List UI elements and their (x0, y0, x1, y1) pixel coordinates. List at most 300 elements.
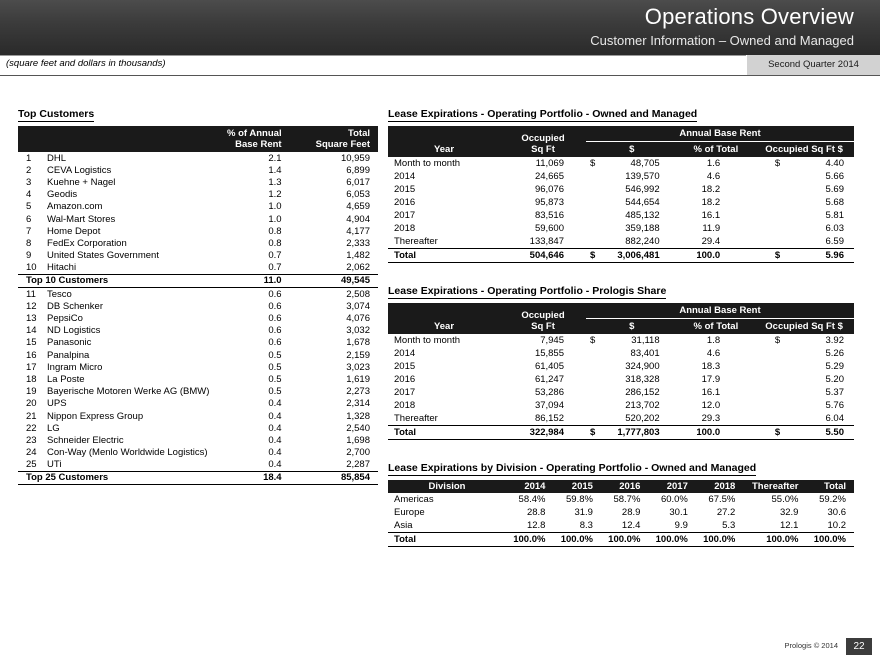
customer-pct-base-rent: 1.4 (268, 164, 282, 176)
col-year-2015: 2015 (553, 480, 600, 493)
table-row (18, 189, 378, 201)
table-row (388, 235, 854, 249)
table-row (18, 237, 378, 249)
lease-dollar-sign (586, 222, 598, 235)
lease-pct-of-total: 12.0 (701, 400, 721, 411)
division-value: 100.0% (696, 533, 743, 547)
customer-rank: 18 (26, 373, 37, 385)
customer-name: La Poste (47, 373, 85, 385)
lease-occupied-sqft: 15,855 (534, 348, 564, 359)
customer-name: DB Schenker (47, 300, 103, 312)
table-row (18, 349, 378, 361)
lease-persqft-dollar-sign (754, 183, 780, 196)
lease-prologis-title: Lease Expirations - Operating Portfolio - Prologis Share (388, 285, 667, 297)
lease-persqft-dollar-sign (754, 209, 780, 222)
lease-year: 2018 (394, 223, 416, 234)
lease-annual-base-rent: 520,202 (625, 413, 660, 424)
customer-pct-base-rent: 2.1 (268, 152, 282, 164)
lease-dollar-sign: $ (590, 158, 596, 169)
col-year-2016: 2016 (601, 480, 648, 493)
lease-annual-base-rent: 213,702 (625, 400, 660, 411)
lease-persqft-dollar-sign: $ (754, 249, 780, 263)
lease-persqft-dollar-sign (754, 373, 780, 386)
col-occupied-sqft (500, 126, 586, 157)
lease-expirations-prologis-panel (388, 281, 862, 440)
units-note: (square feet and dollars in thousands) (6, 58, 166, 69)
customer-rank: 13 (26, 313, 37, 325)
col-year-2018: 2018 (696, 480, 743, 493)
customer-square-feet: 6,017 (346, 176, 370, 188)
lease-occupied-sqft: 133,847 (529, 236, 564, 247)
customer-rank: 19 (26, 386, 37, 398)
table-row (388, 519, 854, 533)
customer-rank: 21 (26, 410, 37, 422)
customer-rank: 4 (26, 189, 32, 201)
lease-owned-title: Lease Expirations - Operating Portfolio - Owned and Managed (388, 108, 698, 120)
table-row (18, 459, 378, 472)
table-row (18, 213, 378, 225)
customer-rank: 24 (26, 447, 37, 459)
table-row (18, 398, 378, 410)
lease-year: 2018 (394, 400, 416, 411)
lease-occupied-sqft: 59,600 (534, 223, 564, 234)
lease-year: Month to month (394, 335, 461, 346)
division-value: 55.0% (771, 494, 799, 505)
customer-rank: 11 (26, 288, 36, 300)
customer-pct-base-rent: 0.4 (268, 434, 282, 446)
division-value: 9.9 (674, 520, 688, 531)
lease-persqft-dollar-sign: $ (754, 426, 780, 440)
customer-square-feet: 2,273 (346, 386, 370, 398)
customer-pct-base-rent: 0.4 (268, 447, 282, 459)
division-value: 100.0% (743, 533, 806, 547)
table-row (18, 164, 378, 176)
lease-persqft-dollar-sign: $ (774, 158, 781, 169)
division-value: 12.4 (621, 520, 641, 531)
lease-annual-base-rent: 139,570 (625, 171, 660, 182)
lease-dollar-sign (586, 412, 598, 426)
top-customers-title: Top Customers (18, 108, 95, 120)
lease-occupied-sqft-dollars: 5.50 (780, 426, 854, 440)
customer-rank: 2 (26, 164, 32, 176)
lease-occupied-sqft: 11,069 (535, 158, 564, 169)
table-header-row-top (388, 126, 854, 142)
table-row (388, 196, 854, 209)
col-sqft-line1: Total (348, 128, 370, 139)
lease-year: 2015 (394, 184, 416, 195)
table-row (18, 386, 378, 398)
lease-persqft-dollar-sign (754, 347, 780, 360)
customer-name: UPS (47, 398, 67, 410)
lease-year: 2015 (394, 361, 416, 372)
lease-occupied-sqft-dollars: 4.40 (825, 158, 844, 169)
lease-annual-base-rent: 83,401 (630, 348, 660, 359)
lease-occupied-sqft: 83,516 (534, 210, 564, 221)
customer-name: ND Logistics (47, 325, 101, 337)
lease-pct-of-total: 18.3 (701, 361, 721, 372)
lease-dollar-sign (586, 209, 598, 222)
table-row (18, 300, 378, 312)
lease-annual-base-rent: 882,240 (625, 236, 660, 247)
lease-dollar-sign (586, 170, 598, 183)
customer-name: CEVA Logistics (47, 164, 112, 176)
customer-rank: 1 (26, 152, 32, 164)
table-total-row (388, 249, 854, 263)
col-pct-annual-base-rent (213, 126, 297, 152)
table-row (18, 337, 378, 349)
customer-name: Bayerische Motoren Werke AG (BMW) (47, 386, 210, 398)
table-row (388, 373, 854, 386)
lease-prologis-table (388, 303, 854, 440)
summary-square-feet: 85,854 (298, 471, 378, 484)
lease-annual-base-rent: 286,152 (625, 387, 660, 398)
customer-name: Hitachi (47, 262, 77, 274)
lease-persqft-dollar-sign (754, 222, 780, 235)
customer-name: Amazon.com (47, 201, 103, 213)
customer-name: UTi (47, 459, 62, 471)
page-subtitle: Customer Information – Owned and Managed (590, 33, 854, 48)
lease-division-title: Lease Expirations by Division - Operating Portfolio - Owned and Managed (388, 462, 757, 474)
table-row (18, 312, 378, 324)
table-row (18, 288, 378, 301)
lease-annual-base-rent: 324,900 (625, 361, 660, 372)
table-summary-row (18, 471, 378, 484)
lease-persqft-dollar-sign (754, 170, 780, 183)
lease-year: Thereafter (394, 236, 438, 247)
division-value: 30.1 (669, 507, 688, 518)
table-row (18, 152, 378, 164)
lease-occupied-sqft: 7,945 (540, 335, 564, 346)
customer-name: Nippon Express Group (47, 410, 144, 422)
division-value: 12.1 (779, 520, 799, 531)
lease-expirations-owned-panel (388, 104, 862, 263)
table-header-row (388, 480, 854, 493)
customer-square-feet: 10,959 (340, 152, 370, 164)
division-value: 32.9 (779, 507, 799, 518)
top-customers-panel (18, 104, 378, 485)
lease-pct-of-total: 29.3 (701, 413, 721, 424)
col-sqft-line2: Square Feet (315, 139, 370, 150)
customer-name: PepsiCo (47, 313, 83, 325)
col-pct-line1: % of Annual (227, 128, 282, 139)
customer-square-feet: 3,074 (346, 300, 370, 312)
lease-dollar-sign (586, 196, 598, 209)
lease-occupied-sqft-dollars: 3.92 (825, 335, 844, 346)
col-annual-base-rent-group: Annual Base Rent (586, 126, 854, 142)
lease-pct-of-total: 1.6 (706, 158, 721, 169)
customer-name: Tesco (47, 288, 72, 300)
lease-pct-of-total: 11.9 (702, 223, 721, 234)
lease-pct-of-total: 100.0 (678, 249, 755, 263)
customer-pct-base-rent: 0.7 (268, 262, 282, 274)
division-value: 59.8% (566, 494, 593, 505)
table-row (388, 493, 854, 506)
division-value: 67.5% (708, 494, 736, 505)
lease-occupied-sqft-dollars: 5.68 (825, 197, 844, 208)
table-row (388, 412, 854, 426)
lease-occupied-sqft-dollars: 6.04 (825, 413, 844, 424)
lease-pct-of-total: 18.2 (701, 197, 721, 208)
lease-dollar-sign (586, 235, 598, 249)
lease-dollar-sign (586, 399, 598, 412)
lease-occupied-sqft-dollars: 5.66 (825, 171, 844, 182)
division-value: 27.2 (716, 507, 736, 518)
customer-rank: 7 (26, 225, 32, 237)
lease-persqft-dollar-sign (754, 412, 780, 426)
lease-occupied-sqft: 96,076 (534, 184, 564, 195)
lease-owned-table (388, 126, 854, 263)
customer-name: Kuehne + Nagel (47, 176, 116, 188)
lease-dollar-sign (586, 183, 598, 196)
col-occupied-line2: Sq Ft (531, 321, 555, 332)
division-value: 100.0% (601, 533, 648, 547)
customer-square-feet: 2,540 (346, 422, 370, 434)
division-value: 8.3 (579, 520, 593, 531)
lease-occupied-sqft-dollars: 5.29 (825, 361, 844, 372)
division-value: 5.3 (722, 520, 736, 531)
lease-occupied-sqft: 53,286 (534, 387, 564, 398)
lease-pct-of-total: 4.6 (706, 348, 721, 359)
table-row (388, 399, 854, 412)
division-value: 100.0% (806, 533, 854, 547)
lease-occupied-sqft: 61,247 (534, 374, 564, 385)
customer-pct-base-rent: 0.5 (268, 361, 282, 373)
lease-dollar-sign (586, 373, 598, 386)
customer-pct-base-rent: 0.4 (268, 410, 282, 422)
lease-year: 2016 (394, 197, 416, 208)
table-row (18, 447, 378, 459)
summary-pct-base-rent: 11.0 (213, 274, 297, 287)
division-value: 100.0% (648, 533, 695, 547)
col-pct-of-total: % of Total (678, 319, 755, 335)
lease-annual-base-rent: 318,328 (625, 374, 660, 385)
customer-pct-base-rent: 1.0 (268, 213, 282, 225)
lease-occupied-sqft-dollars: 5.69 (825, 184, 844, 195)
lease-persqft-dollar-sign: $ (774, 335, 781, 346)
table-row (18, 176, 378, 188)
table-row (18, 201, 378, 213)
division-name: Europe (394, 507, 425, 518)
customer-square-feet: 1,678 (346, 337, 370, 349)
col-occupied-line1: Occupied (521, 133, 565, 144)
lease-occupied-sqft: 322,984 (500, 426, 586, 440)
lease-occupied-sqft-dollars: 5.96 (780, 249, 854, 263)
division-name: Asia (394, 520, 413, 531)
table-header-row (18, 126, 378, 152)
lease-pct-of-total: 17.9 (701, 374, 721, 385)
table-row (18, 250, 378, 262)
customer-name: United States Government (47, 250, 159, 262)
lease-year: 2016 (394, 374, 416, 385)
lease-persqft-dollar-sign (754, 235, 780, 249)
table-row (18, 422, 378, 434)
customer-square-feet: 1,698 (346, 434, 370, 446)
col-total-square-feet (298, 126, 378, 152)
lease-persqft-dollar-sign (754, 360, 780, 373)
customer-rank: 23 (26, 434, 37, 446)
division-value: 58.4% (518, 494, 546, 505)
col-pct-line2: Base Rent (235, 139, 282, 150)
division-value: 28.9 (621, 507, 641, 518)
division-value: 59.2% (819, 494, 846, 505)
lease-dollar-sign (586, 386, 598, 399)
lease-occupied-sqft: 95,873 (534, 197, 564, 208)
table-header-row-top (388, 303, 854, 319)
customer-pct-base-rent: 1.2 (268, 189, 282, 201)
table-row (388, 222, 854, 235)
lease-annual-base-rent: 48,705 (630, 158, 660, 169)
customer-pct-base-rent: 0.6 (268, 313, 282, 325)
division-value: 30.6 (827, 507, 846, 518)
lease-occupied-sqft-dollars: 5.20 (825, 374, 844, 385)
customer-rank: 22 (26, 422, 37, 434)
table-row (18, 325, 378, 337)
customer-rank: 8 (26, 237, 32, 249)
col-occupied-line1: Occupied (521, 310, 565, 321)
customer-square-feet: 4,076 (346, 313, 370, 325)
customer-pct-base-rent: 0.6 (268, 337, 282, 349)
page-number: 22 (846, 638, 872, 655)
division-value: 12.8 (526, 520, 546, 531)
top-customers-table (18, 126, 378, 485)
page-title: Operations Overview (644, 4, 854, 29)
lease-dollar-sign (586, 347, 598, 360)
note-divider (0, 75, 880, 76)
table-row (388, 157, 854, 170)
col-year: Year (388, 303, 500, 334)
customer-name: Ingram Micro (47, 361, 103, 373)
customer-rank: 20 (26, 398, 37, 410)
lease-occupied-sqft: 24,665 (534, 171, 564, 182)
customer-pct-base-rent: 0.5 (268, 373, 282, 385)
table-row (18, 262, 378, 275)
customer-square-feet: 1,619 (346, 373, 370, 385)
division-value: 31.9 (574, 507, 593, 518)
customer-rank: 6 (26, 213, 32, 225)
summary-label: Top 25 Customers (18, 471, 213, 484)
col-year-Total: Total (806, 480, 854, 493)
col-year-2014: 2014 (506, 480, 553, 493)
lease-pct-of-total: 100.0 (678, 426, 755, 440)
customer-rank: 10 (26, 262, 37, 274)
customer-square-feet: 2,700 (346, 447, 370, 459)
customer-square-feet: 1,482 (346, 250, 370, 262)
table-row (388, 347, 854, 360)
col-occupied-sqft-dollars: Occupied Sq Ft $ (754, 142, 854, 158)
table-summary-row (18, 274, 378, 287)
customer-pct-base-rent: 0.4 (268, 398, 282, 410)
customer-pct-base-rent: 0.8 (268, 237, 282, 249)
customer-name: Home Depot (47, 225, 101, 237)
division-value: 58.7% (613, 494, 641, 505)
col-base-rent-dollars: $ (586, 319, 678, 335)
table-row (18, 434, 378, 446)
lease-year: Thereafter (394, 413, 438, 424)
customer-square-feet: 2,314 (346, 398, 370, 410)
customer-rank: 12 (26, 300, 37, 312)
customer-pct-base-rent: 0.5 (268, 386, 282, 398)
customer-rank: 25 (26, 459, 37, 471)
division-value: 100.0% (553, 533, 600, 547)
customer-name: Schneider Electric (47, 434, 124, 446)
customer-name: Geodis (47, 189, 78, 201)
table-total-row (388, 533, 854, 547)
lease-occupied-sqft: 37,094 (534, 400, 564, 411)
lease-occupied-sqft-dollars: 5.26 (825, 348, 844, 359)
lease-pct-of-total: 16.1 (701, 387, 721, 398)
customer-rank: 3 (26, 176, 32, 188)
lease-year: 2017 (394, 387, 416, 398)
lease-occupied-sqft-dollars: 5.76 (825, 400, 844, 411)
summary-pct-base-rent: 18.4 (213, 471, 297, 484)
customer-name: FedEx Corporation (47, 237, 127, 249)
lease-annual-base-rent: 31,118 (631, 335, 660, 346)
customer-square-feet: 4,177 (346, 225, 370, 237)
customer-rank: 5 (26, 201, 32, 213)
customer-pct-base-rent: 0.4 (268, 459, 282, 471)
col-year-Thereafter: Thereafter (743, 480, 806, 493)
lease-dollar-sign: $ (586, 426, 598, 440)
customer-name: DHL (47, 152, 67, 164)
table-total-row (388, 426, 854, 440)
lease-occupied-sqft-dollars: 5.81 (825, 210, 844, 221)
customer-pct-base-rent: 0.5 (268, 349, 282, 361)
footer-copyright: Prologis © 2014 (784, 641, 838, 650)
summary-square-feet: 49,545 (298, 274, 378, 287)
lease-pct-of-total: 16.1 (701, 210, 721, 221)
lease-year: 2017 (394, 210, 416, 221)
table-row (388, 170, 854, 183)
col-division: Division (388, 480, 506, 493)
lease-pct-of-total: 4.6 (706, 171, 721, 182)
customer-pct-base-rent: 0.6 (268, 288, 282, 300)
customer-square-feet: 3,023 (346, 361, 370, 373)
col-occupied-line2: Sq Ft (531, 144, 555, 155)
lease-year: Total (388, 426, 500, 440)
customer-square-feet: 4,659 (346, 201, 370, 213)
customer-rank: 15 (26, 337, 37, 349)
customer-pct-base-rent: 0.6 (268, 300, 282, 312)
lease-year: 2014 (394, 348, 416, 359)
customer-rank: 14 (26, 325, 37, 337)
customer-name: LG (47, 422, 60, 434)
lease-expirations-division-panel (388, 458, 862, 547)
col-occupied-sqft (500, 303, 586, 334)
lease-dollar-sign: $ (586, 249, 598, 263)
table-row (388, 334, 854, 347)
customer-name: Con-Way (Menlo Worldwide Logistics) (47, 447, 208, 459)
customer-square-feet: 2,508 (346, 288, 370, 300)
customer-square-feet: 2,287 (346, 459, 370, 471)
table-row (388, 360, 854, 373)
lease-year: Total (388, 249, 500, 263)
lease-occupied-sqft-dollars: 6.59 (825, 236, 844, 247)
customer-name: Wal-Mart Stores (47, 213, 116, 225)
customer-square-feet: 6,053 (346, 189, 370, 201)
lease-pct-of-total: 1.8 (706, 335, 721, 346)
lease-annual-base-rent: 485,132 (625, 210, 660, 221)
division-value: 60.0% (660, 494, 688, 505)
customer-rank: 9 (26, 250, 32, 262)
lease-pct-of-total: 29.4 (701, 236, 721, 247)
table-row (388, 386, 854, 399)
division-name: Total (388, 533, 506, 547)
lease-occupied-sqft-dollars: 6.03 (825, 223, 844, 234)
col-pct-of-total: % of Total (678, 142, 755, 158)
customer-rank: 17 (26, 361, 37, 373)
table-row (18, 225, 378, 237)
customer-pct-base-rent: 1.3 (268, 176, 282, 188)
